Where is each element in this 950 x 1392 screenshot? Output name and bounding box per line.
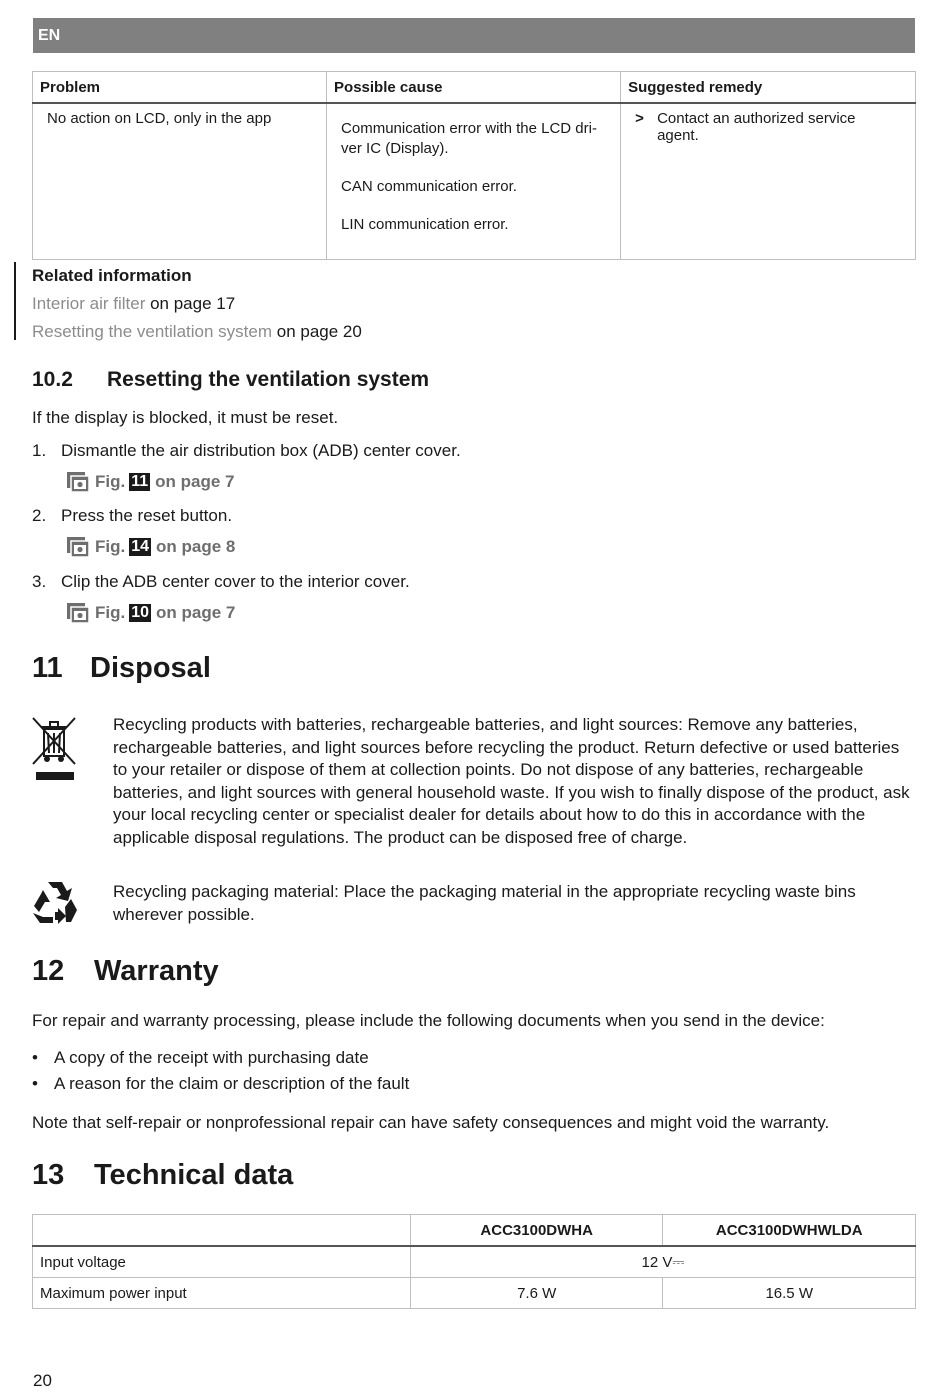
language-code: EN bbox=[38, 27, 61, 44]
fig-page: on page 7 bbox=[155, 472, 235, 491]
input-voltage-value bbox=[410, 1246, 915, 1278]
fig-label: Fig. bbox=[95, 603, 126, 622]
voltage-text: 12 V bbox=[641, 1253, 673, 1271]
reset-intro: If the display is blocked, it must be reset. bbox=[32, 408, 339, 427]
fig-number: 10 bbox=[131, 604, 150, 621]
table-row bbox=[33, 103, 916, 260]
related-info-rule bbox=[14, 262, 16, 340]
recycle-icon bbox=[31, 879, 79, 925]
camera-icon bbox=[67, 603, 89, 623]
warranty-document-list bbox=[32, 1045, 409, 1097]
list-item: • A copy of the receipt with purchasing date bbox=[32, 1045, 409, 1071]
packaging-disposal-text: Recycling packaging material: Place the packaging material in the appropriate recycling waste bins wherever possible. bbox=[113, 882, 856, 924]
camera-icon bbox=[67, 537, 89, 557]
section-number: 13 bbox=[32, 1159, 65, 1191]
list-item: • A reason for the claim or description of the fault bbox=[32, 1071, 409, 1097]
col-header-remedy: Suggested remedy bbox=[621, 72, 916, 104]
related-link-resetting-ventilation[interactable]: Resetting the ventilation system bbox=[32, 322, 273, 341]
fig-number: 11 bbox=[131, 473, 149, 490]
fig-page: on page 7 bbox=[156, 603, 236, 622]
step-number: 3. bbox=[32, 572, 47, 591]
related-item bbox=[32, 318, 362, 346]
power-value-a: 7.6 W bbox=[410, 1278, 663, 1309]
related-page: on page 20 bbox=[272, 322, 362, 341]
section-heading-10-2 bbox=[32, 368, 429, 392]
section-number: 10.2 bbox=[32, 368, 73, 391]
cause-item: LIN communication error. bbox=[341, 216, 509, 233]
section-title: Technical data bbox=[94, 1159, 294, 1191]
cause-item: Communication error with the LCD dri- ver IC (Display). bbox=[341, 120, 597, 157]
remedy-cell bbox=[621, 103, 916, 260]
step-number: 2. bbox=[32, 506, 47, 525]
related-link-interior-air-filter[interactable]: Interior air filter bbox=[32, 294, 146, 313]
camera-icon bbox=[67, 472, 89, 492]
section-number: 11 bbox=[32, 652, 63, 684]
table-row bbox=[33, 1278, 916, 1309]
related-item bbox=[32, 290, 362, 318]
col-header-cause: Possible cause bbox=[327, 72, 621, 104]
table-header-row bbox=[33, 72, 916, 104]
col-header-blank bbox=[33, 1215, 411, 1247]
table-header-row bbox=[33, 1215, 916, 1247]
section-title: Resetting the ventilation system bbox=[107, 368, 430, 391]
step-item bbox=[32, 505, 232, 527]
language-bar bbox=[33, 18, 915, 53]
related-page: on page 17 bbox=[145, 294, 236, 313]
remedy-text: Contact an authorized service agent. bbox=[657, 110, 856, 144]
section-heading-13 bbox=[32, 1159, 293, 1192]
step-text: Press the reset button. bbox=[61, 506, 233, 525]
technical-data-table bbox=[32, 1214, 916, 1309]
col-header-model-a: ACC3100DWHA bbox=[410, 1215, 663, 1247]
step-item bbox=[32, 571, 410, 593]
fig-page: on page 8 bbox=[156, 537, 236, 556]
related-information bbox=[32, 262, 362, 346]
dc-symbol-icon: ⎓ bbox=[672, 1253, 685, 1271]
row-label: Maximum power input bbox=[33, 1278, 411, 1309]
problem-cell: No action on LCD, only in the app bbox=[33, 103, 327, 260]
warranty-note: Note that self-repair or nonprofessional repair can have safety consequences and might void the warranty. bbox=[32, 1113, 830, 1132]
section-heading-12 bbox=[32, 955, 219, 988]
power-value-b: 16.5 W bbox=[663, 1278, 916, 1309]
section-heading-11 bbox=[32, 652, 211, 685]
warranty-intro: For repair and warranty processing, please include the following documents when you send in the device: bbox=[32, 1011, 825, 1030]
row-label: Input voltage bbox=[33, 1246, 411, 1278]
chevron-right-icon: > bbox=[635, 110, 644, 127]
battery-disposal-text: Recycling products with batteries, rechargeable batteries, and light sources: Remove any batteries, rechargeable batteries, and light sources before recycling the product. Return defective or used batteries to your retailer or dispose of them at collection points. Do not dispose of any batteries, rechargeable batteries, and light sources with general household waste. If you wish to finally dispose of the product, ask your local recycling center or specialist dealer for details about how to do this in accordance with the applicable disposal regulations. The product can be disposed free of charge. bbox=[113, 715, 910, 847]
fig-number: 14 bbox=[131, 538, 150, 555]
col-header-problem: Problem bbox=[33, 72, 327, 104]
fig-label: Fig. bbox=[95, 537, 126, 556]
cause-item: CAN communication error. bbox=[341, 178, 517, 195]
section-number: 12 bbox=[32, 955, 65, 987]
figure-reference[interactable] bbox=[67, 603, 235, 623]
step-item bbox=[32, 440, 461, 462]
figure-reference[interactable] bbox=[67, 537, 235, 557]
page-number: 20 bbox=[33, 1371, 52, 1390]
figure-reference[interactable] bbox=[67, 472, 235, 492]
section-title: Warranty bbox=[94, 955, 219, 987]
fig-label: Fig. bbox=[95, 472, 126, 491]
section-title: Disposal bbox=[90, 652, 211, 684]
step-number: 1. bbox=[32, 441, 47, 460]
col-header-model-b: ACC3100DWHWLDA bbox=[663, 1215, 916, 1247]
troubleshooting-table bbox=[32, 71, 916, 260]
step-text: Dismantle the air distribution box (ADB) center cover. bbox=[61, 441, 461, 460]
step-text: Clip the ADB center cover to the interior cover. bbox=[61, 572, 410, 591]
crossed-bin-icon bbox=[31, 716, 79, 784]
table-row bbox=[33, 1246, 916, 1278]
cause-cell bbox=[327, 103, 621, 260]
related-heading: Related information bbox=[32, 266, 192, 285]
